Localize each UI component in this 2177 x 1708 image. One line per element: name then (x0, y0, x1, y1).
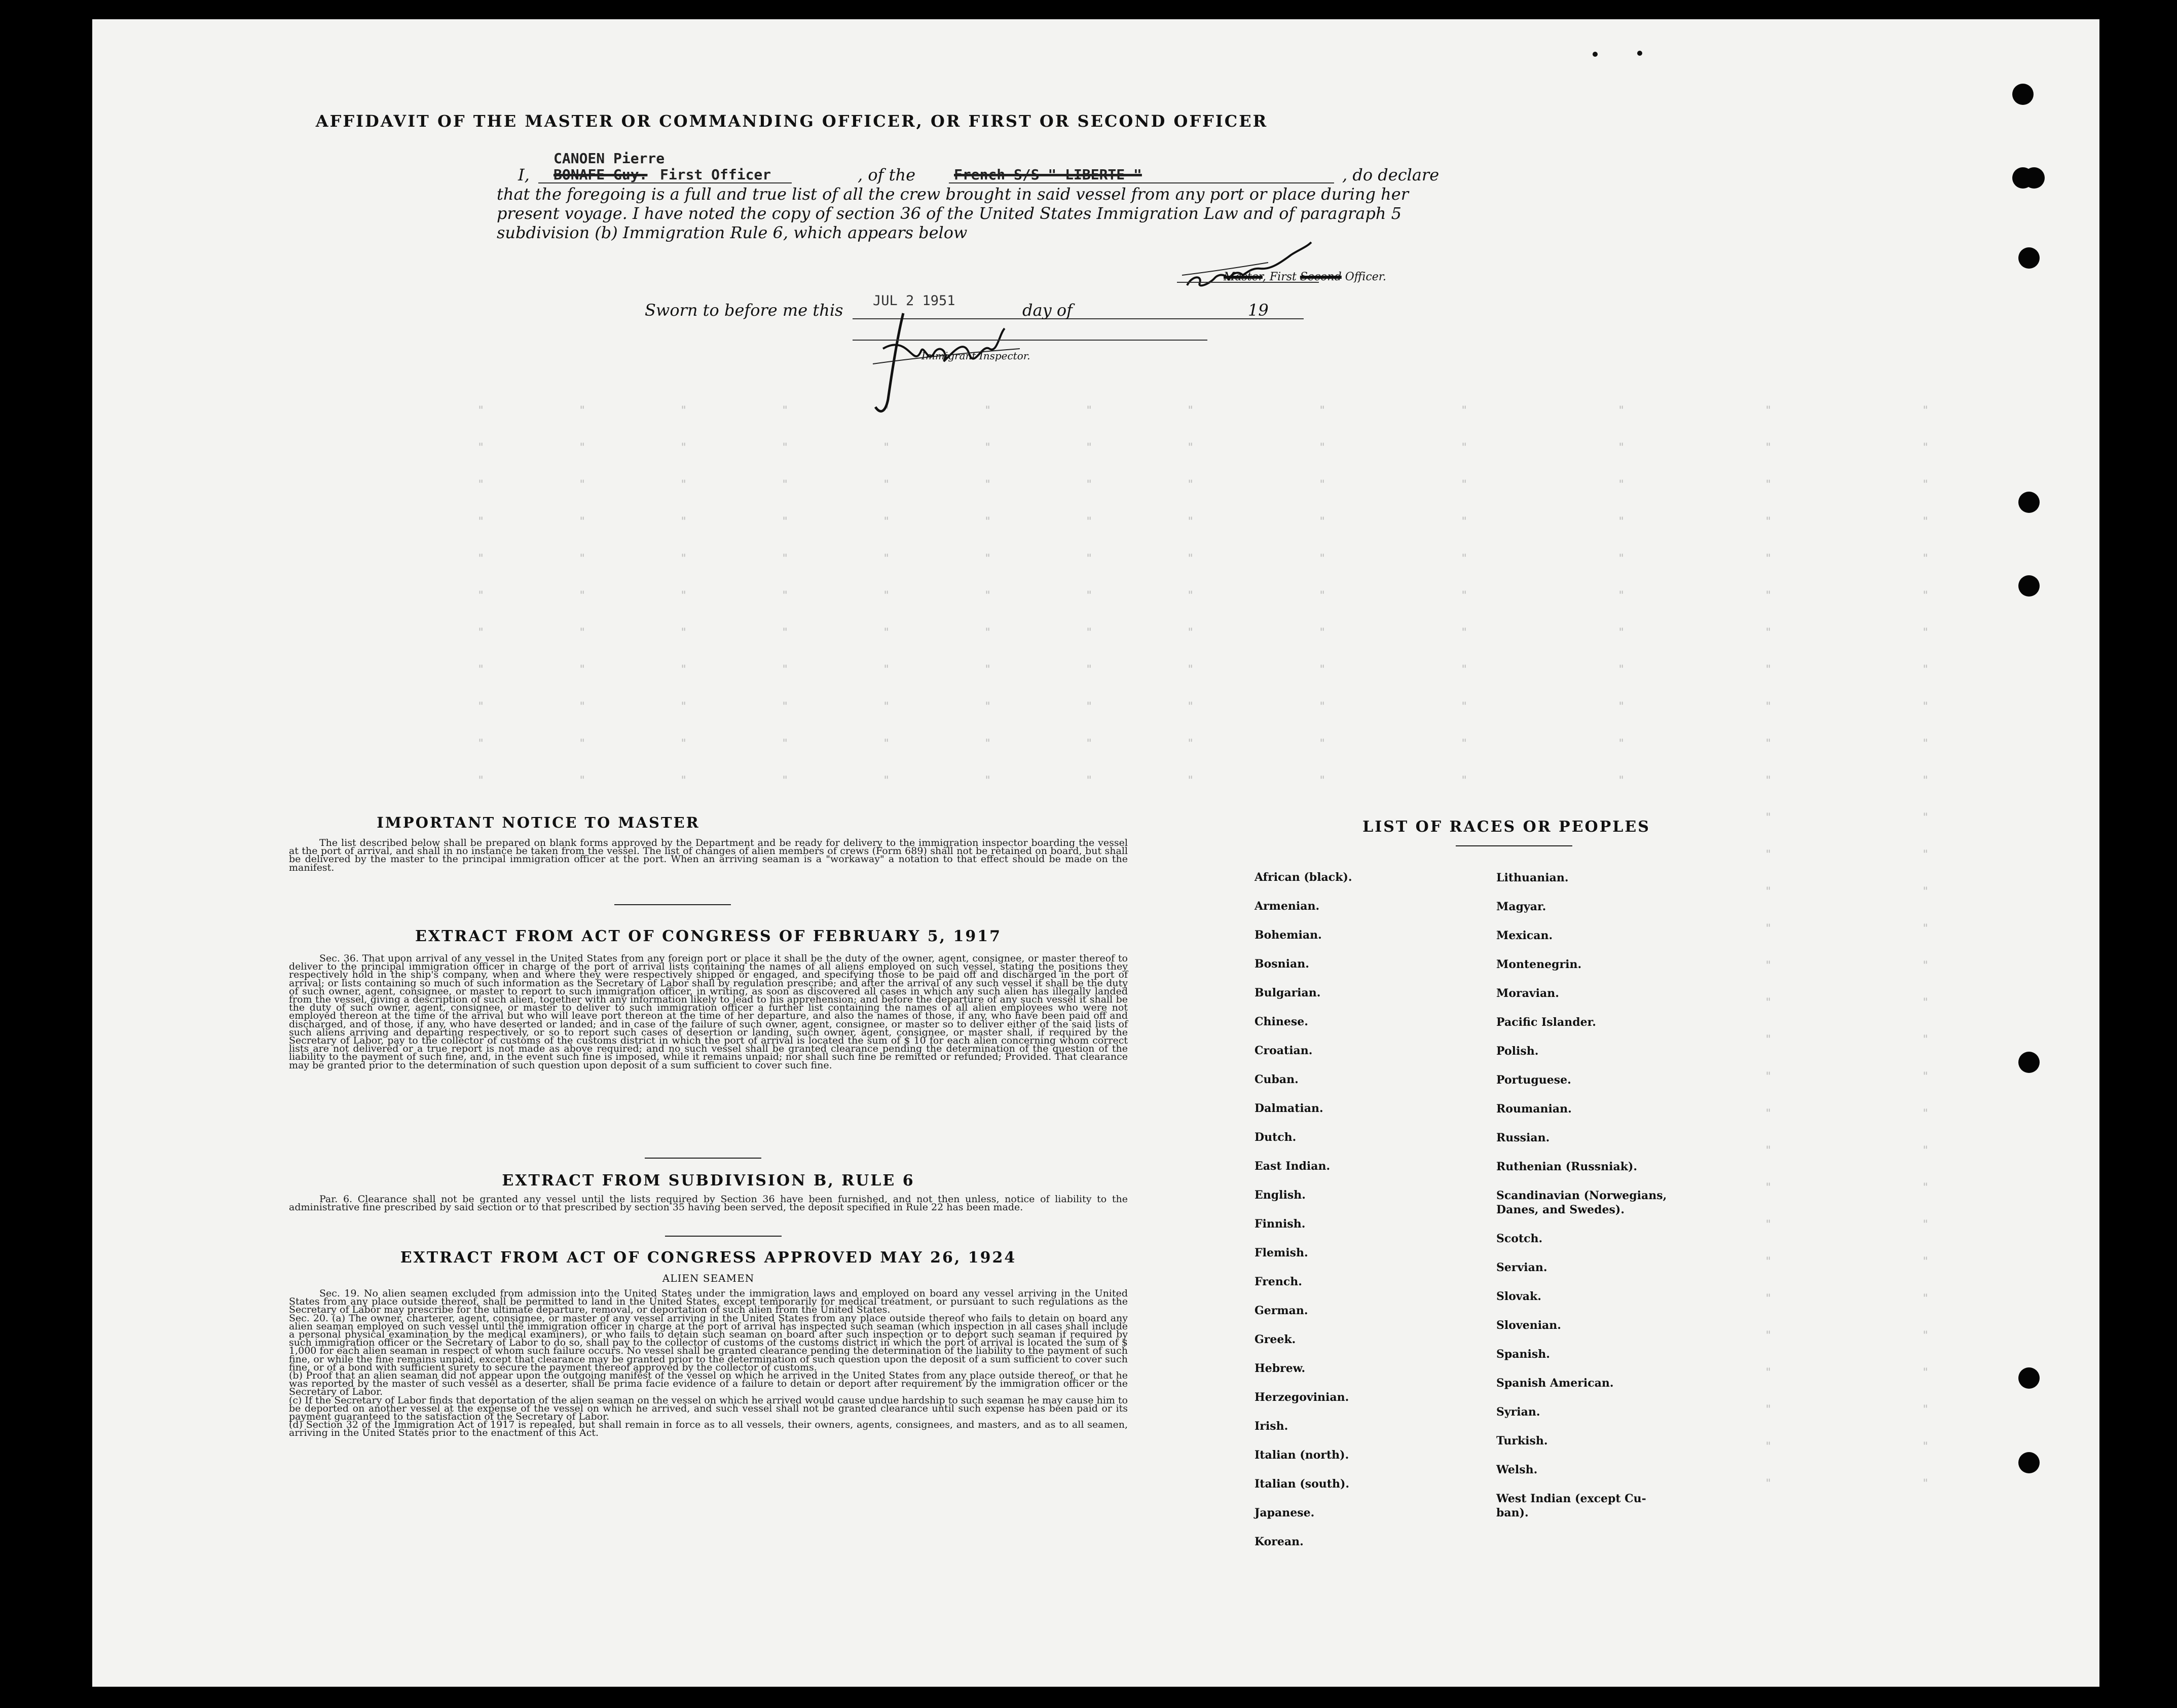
affidavit-line1-prefix: I, (518, 165, 530, 184)
bleed-tick: " (984, 737, 991, 750)
bleed-tick: " (1461, 589, 1468, 602)
bleed-tick: " (883, 441, 890, 454)
bleed-tick: " (477, 700, 485, 713)
bleed-tick: " (1319, 441, 1326, 454)
bleed-tick: " (1765, 1218, 1772, 1231)
bleed-tick: " (1618, 626, 1625, 639)
inspector-line (853, 340, 1207, 341)
bleed-tick: " (1922, 1181, 1929, 1194)
bleed-tick: " (1922, 1403, 1929, 1416)
bleed-tick: " (984, 626, 991, 639)
bleed-tick: " (477, 441, 485, 454)
bleed-tick: " (477, 626, 485, 639)
bleed-tick: " (1765, 515, 1772, 528)
bleed-tick: " (782, 478, 789, 491)
bleed-tick: " (1765, 1329, 1772, 1342)
subdivision-title: EXTRACT FROM SUBDIVISION B, RULE 6 (502, 1172, 915, 1190)
affidavit-line3: present voyage. I have noted the copy of section 36 of the United States Immigration Law and of paragraph 5 (497, 204, 1401, 223)
bleed-tick: " (883, 626, 890, 639)
affidavit-title: AFFIDAVIT OF THE MASTER OR COMMANDING OFFICER, OR FIRST OR SECOND OFFICER (315, 112, 1268, 131)
bleed-tick: " (1922, 1033, 1929, 1046)
bleed-tick: " (984, 404, 991, 417)
bleed-tick: " (1187, 478, 1194, 491)
bleed-tick: " (1319, 663, 1326, 676)
bleed-tick: " (1319, 515, 1326, 528)
race-item: African (black). (1254, 871, 1352, 884)
affidavit-line4: subdivision (b) Immigration Rule 6, which appears below (497, 223, 968, 242)
bleed-tick: " (1922, 663, 1929, 676)
punch-hole (2018, 575, 2040, 597)
race-item: Moravian. (1496, 987, 1559, 1000)
bleed-tick: " (680, 626, 687, 639)
bleed-tick: " (1922, 700, 1929, 713)
bleed-tick: " (1187, 552, 1194, 565)
bleed-tick: " (477, 552, 485, 565)
bleed-tick: " (1319, 737, 1326, 750)
bleed-tick: " (1461, 626, 1468, 639)
bleed-tick: " (1765, 552, 1772, 565)
race-item: Italian (north). (1254, 1449, 1349, 1462)
race-item: Pacific Islander. (1496, 1016, 1596, 1029)
bleed-tick: " (579, 404, 586, 417)
punch-hole (2018, 1367, 2040, 1389)
bleed-tick: " (1922, 626, 1929, 639)
bleed-tick: " (1922, 959, 1929, 972)
bleed-tick: " (1618, 663, 1625, 676)
bleed-tick: " (1461, 552, 1468, 565)
bleed-tick: " (1086, 589, 1093, 602)
rule-3 (665, 1236, 782, 1237)
bleed-tick: " (782, 774, 789, 787)
bleed-tick: " (1765, 1403, 1772, 1416)
race-item: Chinese. (1254, 1015, 1308, 1028)
bleed-tick: " (1765, 626, 1772, 639)
bleed-tick: " (579, 552, 586, 565)
races-title: LIST OF RACES OR PEOPLES (1362, 818, 1650, 836)
bleed-tick: " (1461, 478, 1468, 491)
race-item: Greek. (1254, 1333, 1296, 1346)
bleed-tick: " (579, 626, 586, 639)
race-item: English. (1254, 1189, 1306, 1202)
bleed-tick: " (579, 589, 586, 602)
bleed-tick: " (984, 589, 991, 602)
bleed-tick: " (1086, 737, 1093, 750)
race-item: Slovenian. (1496, 1319, 1561, 1332)
bleed-tick: " (1922, 1070, 1929, 1083)
extract-1917-text: Sec. 36. That upon arrival of any vessel in the United States from any foreign port or place it shall be the duty of the owner, agent, consignee, or master thereof to deliver to the principal immigration officer in charge of the port of arrival lists containing the names of all aliens employed on such vessel, stating the positions they respectively hold in the ship's company, when and where they were respectively shipped or engaged, and specifying those to be paid off and discharged in the port of arrival; or lists containing so much of such information as the Secretary of Labor shall by regulation prescribe; and after the arrival of any such vessel it shall be the duty of such owner, agent, consignee, or master to report to such immigration officer, in writing, as soon as discovered all cases in which any such alien has illegally landed from the vessel, giving a description of such alien, together with any information likely to lead to his apprehension; and before the departure of any such vessel it shall be the duty of such owner, agent, consignee, or master to deliver to such immigration officer a further list containing the names of all alien employees who were not employed thereon at the time of the arrival but who will leave port thereon at the time of her departure, and also the names of those, if any, who have been paid off and discharged, and of those, if any, who have deserted or landed; and in case of the failure of such owner, agent, consignee, or master so to deliver either of the said lists of such aliens arriving and departing respectively, or so to report such cases of desertion or landing, such owner, agent, consignee, or master shall, if required by the Secretary of Labor, pay to the collector of customs of the customs district in which the port of arrival is located the sum of $ 10 for each alien concerning whom correct lists are not delivered or a true report is not made as above required; and no such vessel shall be granted clearance pending the determination of the question of the liability to the payment of such fine, and, in the event such fine is imposed, while it remains unpaid; nor shall such fine be remitted or refunded; Provided. That clearance may be granted prior to the determination of such question upon deposit of a sum sufficient to cover such fine. (289, 953, 1128, 1071)
bleed-tick: " (579, 515, 586, 528)
bleed-tick: " (1618, 441, 1625, 454)
race-item: Irish. (1254, 1420, 1288, 1433)
race-item: Slovak. (1496, 1290, 1541, 1303)
race-item: Servian. (1496, 1261, 1547, 1274)
bleed-tick: " (680, 515, 687, 528)
bleed-tick: " (680, 589, 687, 602)
bleed-tick: " (1765, 996, 1772, 1009)
bleed-tick: " (1922, 441, 1929, 454)
bleed-tick: " (1922, 1107, 1929, 1120)
race-item: Roumanian. (1496, 1102, 1572, 1116)
race-item: Cuban. (1254, 1073, 1299, 1086)
bleed-tick: " (1086, 663, 1093, 676)
extract-1924-subtitle: ALIEN SEAMEN (662, 1272, 755, 1284)
bleed-tick: " (883, 515, 890, 528)
bleed-tick: " (782, 404, 789, 417)
extract-1924-title: EXTRACT FROM ACT OF CONGRESS APPROVED MAY 26, 1924 (400, 1249, 1017, 1267)
bleed-tick: " (883, 552, 890, 565)
bleed-tick: " (1922, 1440, 1929, 1453)
bleed-tick: " (579, 774, 586, 787)
bleed-tick: " (1922, 811, 1929, 824)
race-item: Polish. (1496, 1045, 1539, 1058)
bleed-tick: " (1618, 589, 1625, 602)
caption-master: Master (1224, 271, 1263, 283)
sworn-prefix: Sworn to before me this (645, 301, 843, 320)
race-item: Hebrew. (1254, 1362, 1306, 1375)
extract-1924-text: Sec. 19. No alien seamen excluded from admission into the United States under the immigration laws and employed on board any vessel arriving in the United States from any place outside thereof, shall be permitted to land in the United States, except temporarily for medical treatment, or pursuant to such regulations as the Secretary of Labor may prescribe for the ultimate departure, removal, or deportation of such alien from the United States. Sec. 20. (a) The owner, charterer, agent, consignee, or master of any vessel arriving in the United States from any place outside thereof who fails to detain on board any alien seaman employed on such vessel until the immigration officer in charge at the port of arrival has inspected such seaman (which inspection in all cases shall include a personal physical examination by the medical examiners), or who fails to detain such seaman on board after such inspection or to deport such seaman if required by such immigration officer or the Secretary of Labor to do so, shall pay to the collector of customs of the customs district in which the port of arrival is located the sum of $ 1,000 for each alien seaman in respect of whom such failure occurs. No vessel shall be granted clearance pending the determination of the liability to the payment of such fine, or while the fine remains unpaid, except that clearance may be granted prior to the determination of such question upon the deposit of a sum sufficient to cover such fine, or of a bond with sufficient surety to secure the payment thereof approved by the collector of customs. (b) Proof that an alien seaman did not appear upon the outgoing manifest of the vessel on which he arrived in the United States from any place outside thereof, or that he was reported by the master of such vessel as a deserter, shall be prima facie evidence of a failure to detain or deport after requirement by the immigration officer or the Secretary of Labor. (c) If the Secretary of Labor finds that deportation of the alien seaman on the vessel on which he arrived would cause undue hardship to such seaman he may cause him to be deported on another vessel at the expense of the vessel on which he arrived, and such vessel shall not be granted clearance until such expense has been paid or its payment guaranteed to the satisfaction of the Secretary of Labor. (d) Section 32 of the Immigration Act of 1917 is repealed, but shall remain in force as to all vessels, their owners, agents, consignees, and masters, and as to all seamen, arriving in the United States prior to the enactment of this Act. (289, 1288, 1128, 1439)
bleed-tick: " (883, 404, 890, 417)
bleed-tick: " (1922, 848, 1929, 861)
race-item: Finnish. (1254, 1217, 1306, 1231)
punch-hole (2018, 492, 2040, 513)
race-item: Herzegovinian. (1254, 1391, 1349, 1404)
speck (1593, 52, 1598, 57)
bleed-tick: " (1922, 515, 1929, 528)
bleed-tick: " (1765, 1292, 1772, 1305)
race-item: Dutch. (1254, 1131, 1297, 1144)
race-item: Spanish American. (1496, 1377, 1614, 1390)
bleed-tick: " (1765, 663, 1772, 676)
bleed-tick: " (782, 589, 789, 602)
bleed-tick: " (984, 774, 991, 787)
bleed-tick: " (984, 552, 991, 565)
typed-vessel: French S/S " LIBERTE " (954, 166, 1142, 183)
bleed-tick: " (782, 700, 789, 713)
race-item: French. (1254, 1275, 1302, 1288)
bleed-tick: " (579, 700, 586, 713)
bleed-tick: " (1922, 478, 1929, 491)
bleed-tick: " (1922, 1366, 1929, 1379)
bleed-tick: " (1187, 589, 1194, 602)
bleed-tick: " (1765, 1440, 1772, 1453)
bleed-tick: " (1618, 478, 1625, 491)
race-item: Scandinavian (Norwegians, Danes, and Swedes). (1496, 1189, 1667, 1216)
bleed-tick: " (1319, 626, 1326, 639)
bleed-tick: " (1922, 404, 1929, 417)
bleed-tick: " (1461, 774, 1468, 787)
affidavit-of-the: , of the (858, 165, 916, 184)
bleed-tick: " (1922, 1292, 1929, 1305)
race-item: Bulgarian. (1254, 986, 1321, 999)
bleed-tick: " (1922, 922, 1929, 935)
bleed-tick: " (1765, 1366, 1772, 1379)
bleed-tick: " (1187, 626, 1194, 639)
subdivision-text: Par. 6. Clearance shall not be granted any vessel until the lists required by Section 36 have been furnished, and not then unless, notice of liability to the administrative fine prescribed by said section or to that prescribed by section 35 having been served, the deposit specified in Rule 22 has been made. (289, 1194, 1128, 1213)
bleed-tick: " (1922, 885, 1929, 898)
bleed-tick: " (1922, 774, 1929, 787)
caption-officer: Officer. (1345, 271, 1386, 283)
bleed-tick: " (680, 700, 687, 713)
race-item: Syrian. (1496, 1405, 1540, 1419)
bleed-tick: " (984, 478, 991, 491)
bleed-tick: " (1922, 1144, 1929, 1157)
extract-1917-title: EXTRACT FROM ACT OF CONGRESS OF FEBRUARY 5, 1917 (415, 927, 1002, 945)
bleed-tick: " (477, 589, 485, 602)
bleed-tick: " (680, 774, 687, 787)
bleed-tick: " (984, 441, 991, 454)
bleed-tick: " (1922, 1218, 1929, 1231)
bleed-tick: " (1461, 441, 1468, 454)
bleed-tick: " (1922, 1477, 1929, 1490)
race-item: Ruthenian (Russniak). (1496, 1160, 1638, 1173)
races-rule (1456, 845, 1572, 846)
race-item: Dalmatian. (1254, 1102, 1323, 1115)
bleed-tick: " (1618, 774, 1625, 787)
bleed-tick: " (782, 515, 789, 528)
bleed-tick: " (1319, 700, 1326, 713)
rule-2 (645, 1158, 761, 1159)
bleed-tick: " (883, 478, 890, 491)
bleed-tick: " (984, 663, 991, 676)
bleed-tick: " (1086, 552, 1093, 565)
bleed-tick: " (1765, 1070, 1772, 1083)
bleed-tick: " (1319, 552, 1326, 565)
race-item: Flemish. (1254, 1246, 1308, 1259)
bleed-tick: " (1319, 404, 1326, 417)
bleed-tick: " (1086, 626, 1093, 639)
bleed-tick: " (782, 552, 789, 565)
bleed-tick: " (1922, 1255, 1929, 1268)
caption-second: Second (1300, 271, 1342, 283)
bleed-tick: " (1765, 922, 1772, 935)
bleed-tick: " (1319, 774, 1326, 787)
bleed-tick: " (1765, 1477, 1772, 1490)
bleed-tick: " (1765, 1181, 1772, 1194)
bleed-tick: " (782, 626, 789, 639)
bleed-tick: " (1922, 1329, 1929, 1342)
notice-text: The list described below shall be prepared on blank forms approved by the Department and be ready for delivery to the immigration inspector boarding the vessel at the port of arrival, and shall in no instance be taken from the vessel. The list of changes of alien members of crews (Form 689) shall not be retained on board, but shall be delivered by the master to the principal immigration officer at the port. When an arriving seaman is a "workaway" a notation to that effect should be made on the manifest. (289, 837, 1128, 873)
bleed-tick: " (680, 404, 687, 417)
bleed-tick: " (1765, 848, 1772, 861)
race-item: Turkish. (1496, 1434, 1548, 1447)
bleed-tick: " (1086, 700, 1093, 713)
bleed-tick: " (680, 552, 687, 565)
bleed-tick: " (1765, 959, 1772, 972)
bleed-tick: " (782, 737, 789, 750)
bleed-tick: " (1461, 663, 1468, 676)
speck (1637, 51, 1642, 56)
bleed-tick: " (1086, 774, 1093, 787)
bleed-tick: " (1187, 700, 1194, 713)
bleed-tick: " (1086, 515, 1093, 528)
bleed-tick: " (883, 589, 890, 602)
race-item: Bohemian. (1254, 929, 1322, 942)
race-item: Portuguese. (1496, 1073, 1571, 1087)
bleed-tick: " (1618, 404, 1625, 417)
bleed-tick: " (1922, 996, 1929, 1009)
race-item: Croatian. (1254, 1044, 1313, 1057)
race-item: West Indian (except Cu- ban). (1496, 1492, 1646, 1519)
bleed-tick: " (1765, 1033, 1772, 1046)
bleed-tick: " (579, 478, 586, 491)
race-item: Scotch. (1496, 1232, 1543, 1245)
name-blank (538, 182, 792, 183)
signature-caption (1224, 271, 1386, 283)
bleed-tick: " (984, 700, 991, 713)
inspector-caption: Immigrant Inspector. (921, 350, 1030, 362)
punch-hole (2018, 247, 2040, 269)
race-item: Spanish. (1496, 1348, 1550, 1361)
race-item: Lithuanian. (1496, 871, 1569, 884)
bleed-tick: " (579, 441, 586, 454)
bleed-tick: " (1319, 589, 1326, 602)
race-item: Italian (south). (1254, 1477, 1350, 1491)
bleed-tick: " (680, 663, 687, 676)
bleed-tick: " (680, 478, 687, 491)
document-page (92, 19, 2099, 1687)
typed-name: CANOEN Pierre (554, 150, 665, 167)
punch-hole (2012, 84, 2034, 105)
bleed-tick: " (883, 737, 890, 750)
punch-hole (2023, 167, 2045, 189)
bleed-tick: " (1461, 737, 1468, 750)
bleed-tick: " (1618, 515, 1625, 528)
rule-1 (614, 904, 731, 905)
bleed-tick: " (1765, 737, 1772, 750)
notice-title: IMPORTANT NOTICE TO MASTER (377, 814, 700, 831)
bleed-tick: " (1765, 774, 1772, 787)
bleed-tick: " (1765, 885, 1772, 898)
bleed-tick: " (477, 515, 485, 528)
bleed-tick: " (477, 737, 485, 750)
bleed-tick: " (1187, 737, 1194, 750)
bleed-tick: " (1618, 700, 1625, 713)
bleed-tick: " (680, 737, 687, 750)
sworn-day-of: day of (1022, 301, 1073, 320)
bleed-tick: " (782, 663, 789, 676)
bleed-tick: " (984, 515, 991, 528)
bleed-tick: " (477, 774, 485, 787)
punch-hole (2018, 1452, 2040, 1473)
bleed-tick: " (1922, 589, 1929, 602)
date-stamp: JUL 2 1951 (873, 293, 955, 309)
bleed-tick: " (477, 404, 485, 417)
bleed-tick: " (1765, 811, 1772, 824)
bleed-tick: " (1319, 478, 1326, 491)
typed-rank: First Officer (660, 166, 771, 183)
race-item: Russian. (1496, 1131, 1550, 1144)
bleed-tick: " (883, 774, 890, 787)
bleed-tick: " (1618, 552, 1625, 565)
affidavit-line2: that the foregoing is a full and true list of all the crew brought in said vessel from any port or place during her (497, 184, 1409, 204)
race-item: Mexican. (1496, 929, 1553, 942)
bleed-tick: " (1765, 478, 1772, 491)
bleed-tick: " (1187, 515, 1194, 528)
bleed-tick: " (477, 663, 485, 676)
bleed-tick: " (1922, 737, 1929, 750)
bleed-tick: " (1187, 441, 1194, 454)
caption-first: , First (1262, 271, 1297, 283)
race-item: Magyar. (1496, 900, 1546, 913)
bleed-tick: " (579, 663, 586, 676)
vessel-blank (949, 182, 1334, 183)
bleed-tick: " (1765, 441, 1772, 454)
bleed-tick: " (1461, 404, 1468, 417)
bleed-tick: " (1461, 515, 1468, 528)
bleed-tick: " (1086, 478, 1093, 491)
bleed-tick: " (680, 441, 687, 454)
bleed-tick: " (883, 700, 890, 713)
race-item: Japanese. (1254, 1506, 1315, 1519)
bleed-tick: " (1461, 700, 1468, 713)
race-item: Korean. (1254, 1535, 1304, 1548)
bleed-tick: " (1765, 1255, 1772, 1268)
race-item: Montenegrin. (1496, 958, 1582, 971)
punch-hole (2018, 1052, 2040, 1073)
struck-name: BONAFE Guy. (554, 166, 648, 183)
bleed-tick: " (1765, 700, 1772, 713)
race-item: German. (1254, 1304, 1308, 1317)
bleed-tick: " (1765, 589, 1772, 602)
race-item: Welsh. (1496, 1463, 1538, 1476)
bleed-tick: " (1922, 552, 1929, 565)
bleed-tick: " (1618, 737, 1625, 750)
bleed-tick: " (1086, 404, 1093, 417)
bleed-tick: " (1187, 663, 1194, 676)
bleed-tick: " (782, 441, 789, 454)
bleed-tick: " (883, 663, 890, 676)
sworn-year-blank (1116, 318, 1304, 319)
bleed-tick: " (1765, 1144, 1772, 1157)
affidavit-do-declare: , do declare (1342, 165, 1440, 184)
bleed-tick: " (477, 478, 485, 491)
bleed-tick: " (579, 737, 586, 750)
race-item: Bosnian. (1254, 957, 1309, 971)
bleed-tick: " (1187, 404, 1194, 417)
bleed-tick: " (1765, 404, 1772, 417)
race-item: East Indian. (1254, 1160, 1331, 1173)
officer-signature (1172, 227, 1324, 303)
bleed-tick: " (1765, 1107, 1772, 1120)
bleed-tick: " (1086, 441, 1093, 454)
race-item: Armenian. (1254, 900, 1320, 913)
sworn-year: 19 (1248, 301, 1269, 320)
bleed-tick: " (1187, 774, 1194, 787)
